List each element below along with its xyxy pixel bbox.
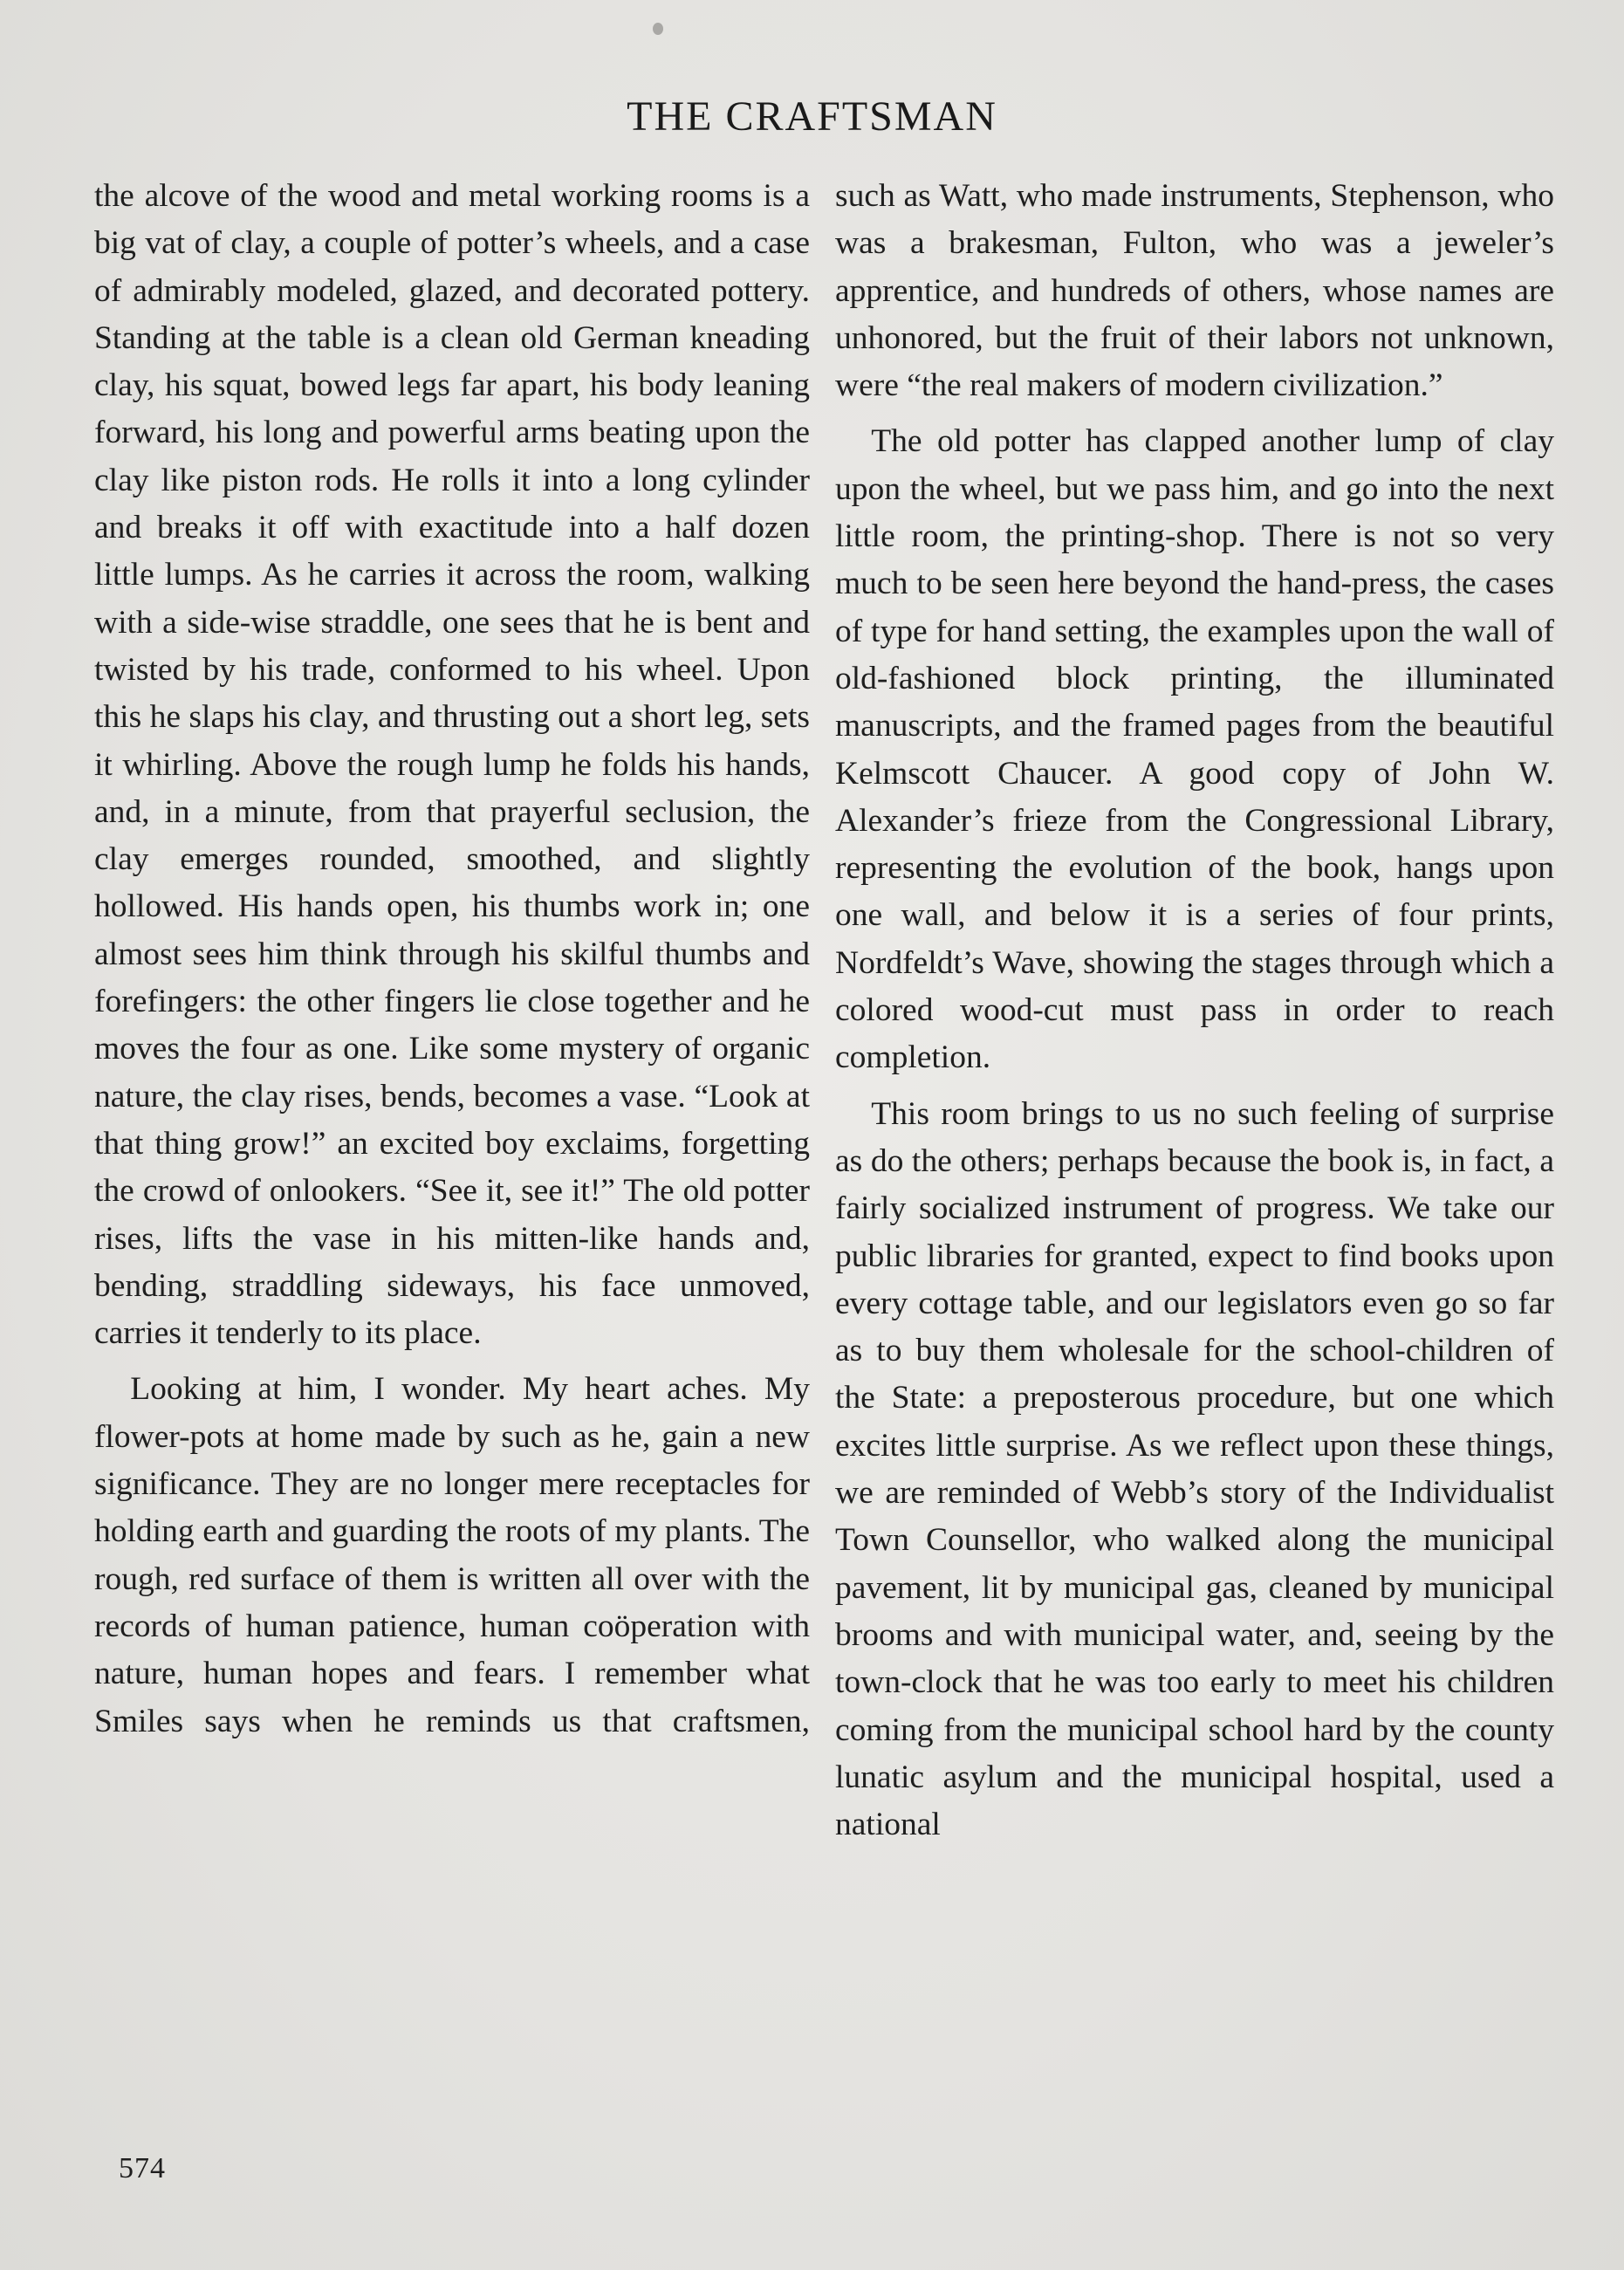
ink-dot <box>653 23 663 35</box>
right-paragraph-2: The old potter has clapped another lump of clay upon the wheel, but we pass him, and go into the next little room, the printing-shop. There is not so very much to be seen here beyond the hand-press, the cases of type for hand setting, the examples upon the wall of old-fashioned block printing, the illuminated manuscripts, and the framed pages from the beautiful Kelmscott Chaucer. A good copy of John W. Alexander’s frieze from the Congressional Library, representing the evolution of the book, hangs upon one wall, and below it is a series of four prints, Nordfeldt’s Wave, showing the stages through which a colored wood-cut must pass in order to reach completion. <box>835 423 1554 1076</box>
left-paragraph-2: Looking at him, I wonder. My heart aches. My flower-pots at home made by such as he, gain a new significance. They are no longer mere receptacles for holding earth and guarding the roots of my plants. The rough, red surface of them is written all over with the records of human patience, human coöperation with nature, human hopes and fears. I remember what Smiles says when he reminds us that craftsmen, <box>94 1371 810 1739</box>
right-paragraph-1: such as Watt, who made instruments, Stephenson, who was a brakesman, Fulton, who was a jeweler’s apprentice, and hundreds of others, whose names are unhonored, but the fruit of their labors not unknown, were “the real makers of modern civilization.” <box>835 178 1554 404</box>
running-header: THE CRAFTSMAN <box>627 93 997 140</box>
right-column <box>835 173 1554 1848</box>
left-paragraph-1: the alcove of the wood and metal working rooms is a big vat of clay, a couple of potter’s wheels, and a case of admirably modeled, glazed, and decorated pottery. Standing at the table is a clean old German kneading clay, his squat, bowed legs far apart, his body leaning forward, his long and powerful arms beating upon the clay like piston rods. He rolls it into a long cylinder and breaks it off with exactitude into a half dozen little lumps. As he carries it across the room, walking with a side-wise straddle, one sees that he is bent and twisted by his trade, conformed to his wheel. Upon this he slaps his clay, and thrusting out a short leg, sets it whirling. Above the rough lump he folds his hands, and, in a minute, from that prayerful seclusion, the clay emerges rounded, smoothed, and slightly hollowed. His hands open, his thumbs work in; one almost sees him think through his skilful thumbs and forefingers: the other fingers lie close together and he moves the four as one. Like some mystery of organic nature, the clay rises, bends, becomes a vase. “Look at that thing grow!” an excited boy exclaims, forgetting the crowd of onlookers. “See it, see it!” The old potter rises, lifts the vase in his mitten-like hands and, bending, straddling sideways, his face unmoved, carries it tenderly to its place. <box>94 178 810 1352</box>
page-number: 574 <box>119 2152 166 2184</box>
right-paragraph-3: This room brings to us no such feeling of surprise as do the others; perhaps because the book is, in fact, a fairly socialized instrument of progress. We take our public libraries for granted, expect to find books upon every cottage table, and our legislators even go so far as to buy them wholesale for the school-children of the State: a preposterous procedure, but one which excites little surprise. As we reflect upon these things, we are reminded of Webb’s story of the Individualist Town Counsellor, who walked along the municipal pavement, lit by municipal gas, cleaned by municipal brooms and with municipal water, and, seeing by the town-clock that he was too early to meet his children coming from the municipal school hard by the county lunatic asylum and the municipal hospital, used a national <box>835 1095 1554 1843</box>
left-column <box>94 173 810 1745</box>
